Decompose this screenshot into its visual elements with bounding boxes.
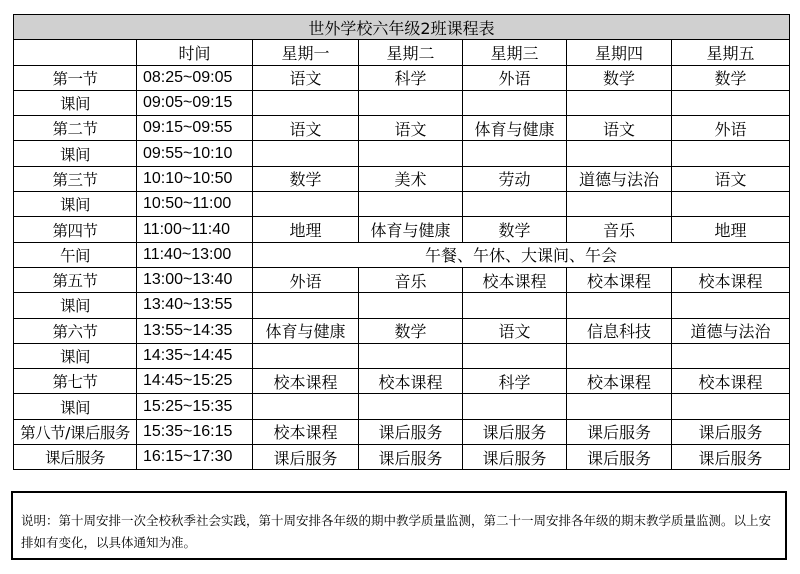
- subject-cell-thu: 校本课程: [567, 267, 672, 292]
- lunch-break-cell: 午餐、午休、大课间、午会: [253, 242, 790, 267]
- subject-cell-wed: 校本课程: [463, 267, 567, 292]
- time-cell: 09:15~09:55: [137, 116, 253, 141]
- subject-cell-fri: [672, 90, 790, 115]
- subject-cell-thu: [567, 141, 672, 166]
- period-label: 课间: [14, 394, 137, 419]
- subject-cell-fri: [672, 141, 790, 166]
- header-day-tue: 星期二: [359, 40, 463, 65]
- time-cell: 15:35~16:15: [137, 419, 253, 444]
- table-row: [14, 445, 790, 470]
- subject-cell-thu: 课后服务: [567, 445, 672, 470]
- time-cell: 10:50~11:00: [137, 192, 253, 217]
- subject-cell-wed: 数学: [463, 217, 567, 242]
- period-label: 课间: [14, 141, 137, 166]
- subject-cell-tue: 语文: [359, 116, 463, 141]
- header-day-fri: 星期五: [672, 40, 790, 65]
- table-row: [14, 343, 790, 368]
- period-label: 第七节: [14, 369, 137, 394]
- time-cell: 09:55~10:10: [137, 141, 253, 166]
- subject-cell-fri: 语文: [672, 166, 790, 191]
- period-label: 课间: [14, 192, 137, 217]
- subject-cell-tue: 课后服务: [359, 419, 463, 444]
- subject-cell-fri: 数学: [672, 65, 790, 90]
- table-row: [14, 318, 790, 343]
- time-cell: 11:00~11:40: [137, 217, 253, 242]
- subject-cell-mon: 语文: [253, 116, 359, 141]
- header-blank: [14, 40, 137, 65]
- subject-cell-thu: [567, 90, 672, 115]
- subject-cell-fri: [672, 192, 790, 217]
- period-label: 课后服务: [14, 445, 137, 470]
- subject-cell-mon: 校本课程: [253, 369, 359, 394]
- timetable: [13, 14, 790, 470]
- header-row: [14, 40, 790, 65]
- subject-cell-mon: [253, 192, 359, 217]
- time-cell: 13:55~14:35: [137, 318, 253, 343]
- subject-cell-wed: [463, 192, 567, 217]
- subject-cell-thu: 数学: [567, 65, 672, 90]
- table-row: [14, 419, 790, 444]
- time-cell: 10:10~10:50: [137, 166, 253, 191]
- subject-cell-tue: [359, 141, 463, 166]
- subject-cell-mon: 语文: [253, 65, 359, 90]
- timetable-title: 世外学校六年级2班课程表: [14, 15, 790, 40]
- header-day-thu: 星期四: [567, 40, 672, 65]
- subject-cell-wed: 课后服务: [463, 445, 567, 470]
- period-label: 第一节: [14, 65, 137, 90]
- subject-cell-mon: 外语: [253, 267, 359, 292]
- table-row: [14, 65, 790, 90]
- title-row: [14, 15, 790, 40]
- subject-cell-tue: [359, 192, 463, 217]
- subject-cell-wed: 劳动: [463, 166, 567, 191]
- time-cell: 11:40~13:00: [137, 242, 253, 267]
- subject-cell-tue: 体育与健康: [359, 217, 463, 242]
- time-cell: 13:00~13:40: [137, 267, 253, 292]
- time-cell: 09:05~09:15: [137, 90, 253, 115]
- subject-cell-fri: 校本课程: [672, 267, 790, 292]
- subject-cell-thu: [567, 343, 672, 368]
- subject-cell-tue: 音乐: [359, 267, 463, 292]
- table-row: [14, 217, 790, 242]
- subject-cell-fri: [672, 343, 790, 368]
- table-row: [14, 192, 790, 217]
- subject-cell-wed: 外语: [463, 65, 567, 90]
- subject-cell-tue: 数学: [359, 318, 463, 343]
- period-label: 课间: [14, 90, 137, 115]
- subject-cell-tue: 美术: [359, 166, 463, 191]
- header-day-mon: 星期一: [253, 40, 359, 65]
- period-label: 第四节: [14, 217, 137, 242]
- table-row: [14, 90, 790, 115]
- explanation-note: 说明：第十周安排一次全校秋季社会实践，第十周安排各年级的期中教学质量监测，第二十一周安排各年级的期末教学质量监测。以上安排如有变化，以具体通知为准。: [11, 491, 787, 560]
- subject-cell-thu: 信息科技: [567, 318, 672, 343]
- subject-cell-mon: [253, 293, 359, 318]
- subject-cell-fri: 地理: [672, 217, 790, 242]
- period-label: 第六节: [14, 318, 137, 343]
- subject-cell-wed: 课后服务: [463, 419, 567, 444]
- subject-cell-mon: [253, 90, 359, 115]
- time-cell: 15:25~15:35: [137, 394, 253, 419]
- subject-cell-thu: 语文: [567, 116, 672, 141]
- table-row: [14, 267, 790, 292]
- subject-cell-tue: [359, 343, 463, 368]
- time-cell: 14:35~14:45: [137, 343, 253, 368]
- period-label: 第三节: [14, 166, 137, 191]
- subject-cell-wed: [463, 343, 567, 368]
- subject-cell-fri: 外语: [672, 116, 790, 141]
- period-label: 课间: [14, 293, 137, 318]
- subject-cell-fri: 校本课程: [672, 369, 790, 394]
- table-row: [14, 242, 790, 267]
- subject-cell-tue: [359, 90, 463, 115]
- subject-cell-thu: 道德与法治: [567, 166, 672, 191]
- subject-cell-tue: [359, 293, 463, 318]
- subject-cell-fri: [672, 293, 790, 318]
- table-row: [14, 116, 790, 141]
- subject-cell-fri: 课后服务: [672, 419, 790, 444]
- period-label: 第八节/课后服务: [14, 419, 137, 444]
- subject-cell-wed: [463, 293, 567, 318]
- subject-cell-mon: 课后服务: [253, 445, 359, 470]
- time-cell: 16:15~17:30: [137, 445, 253, 470]
- subject-cell-fri: [672, 394, 790, 419]
- subject-cell-mon: 数学: [253, 166, 359, 191]
- subject-cell-thu: 课后服务: [567, 419, 672, 444]
- table-row: [14, 166, 790, 191]
- time-cell: 08:25~09:05: [137, 65, 253, 90]
- table-row: [14, 141, 790, 166]
- period-label: 午间: [14, 242, 137, 267]
- subject-cell-tue: 校本课程: [359, 369, 463, 394]
- table-row: [14, 369, 790, 394]
- subject-cell-wed: [463, 90, 567, 115]
- table-row: [14, 394, 790, 419]
- subject-cell-thu: 校本课程: [567, 369, 672, 394]
- subject-cell-wed: 语文: [463, 318, 567, 343]
- time-cell: 13:40~13:55: [137, 293, 253, 318]
- subject-cell-tue: [359, 394, 463, 419]
- header-time: 时间: [137, 40, 253, 65]
- subject-cell-mon: 体育与健康: [253, 318, 359, 343]
- period-label: 课间: [14, 343, 137, 368]
- subject-cell-thu: [567, 293, 672, 318]
- period-label: 第二节: [14, 116, 137, 141]
- subject-cell-wed: 科学: [463, 369, 567, 394]
- time-cell: 14:45~15:25: [137, 369, 253, 394]
- subject-cell-wed: [463, 141, 567, 166]
- subject-cell-fri: 道德与法治: [672, 318, 790, 343]
- subject-cell-mon: 校本课程: [253, 419, 359, 444]
- header-day-wed: 星期三: [463, 40, 567, 65]
- subject-cell-mon: 地理: [253, 217, 359, 242]
- subject-cell-tue: 课后服务: [359, 445, 463, 470]
- subject-cell-mon: [253, 394, 359, 419]
- table-row: [14, 293, 790, 318]
- subject-cell-tue: 科学: [359, 65, 463, 90]
- subject-cell-mon: [253, 141, 359, 166]
- subject-cell-thu: [567, 192, 672, 217]
- subject-cell-mon: [253, 343, 359, 368]
- subject-cell-wed: [463, 394, 567, 419]
- subject-cell-thu: [567, 394, 672, 419]
- subject-cell-thu: 音乐: [567, 217, 672, 242]
- subject-cell-fri: 课后服务: [672, 445, 790, 470]
- subject-cell-wed: 体育与健康: [463, 116, 567, 141]
- period-label: 第五节: [14, 267, 137, 292]
